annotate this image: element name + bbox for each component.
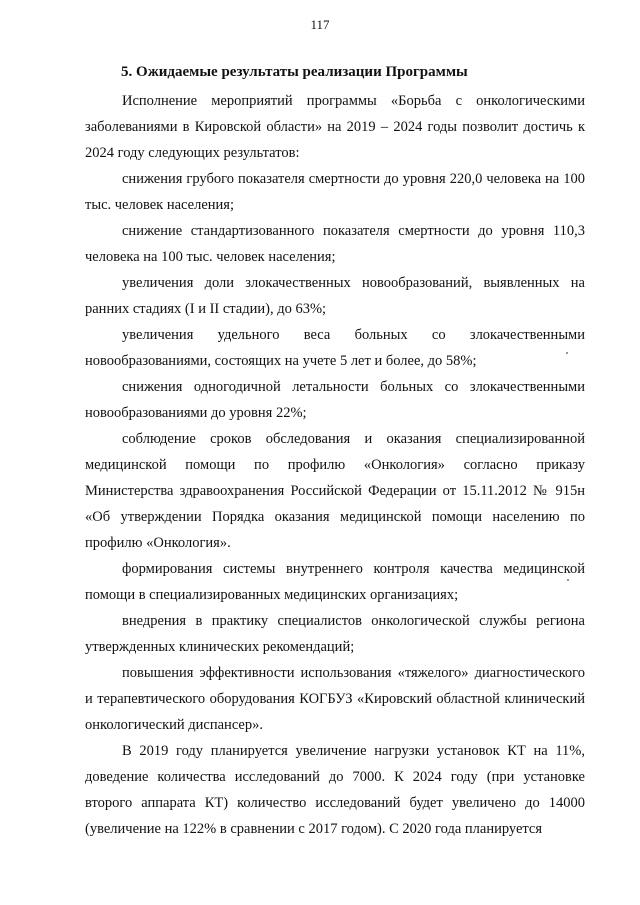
paragraph-result-2: снижение стандартизованного показателя смертности до уровня 110,3 человека на 100 тыс. человек населения; — [85, 223, 585, 265]
scan-speck — [567, 579, 569, 581]
paragraph-result-7: формирования системы внутреннего контроля качества медицинской помощи в специализированных медицинских организациях; — [85, 561, 585, 603]
paragraph-result-6: соблюдение сроков обследования и оказания специализированной медицинской помощи по профилю «Онкология» согласно приказу Министерства здравоохранения Российской Федерации от 15.11.2012 № 915н «Об утверждении Порядка оказания медицинской помощи населению по профилю «Онкология». — [85, 431, 585, 551]
page-number: 117 — [310, 17, 330, 32]
paragraph-result-9: повышения эффективности использования «тяжелого» диагностического и терапевтического оборудования КОГБУЗ «Кировский областной клинический онкологический диспансер». — [85, 665, 585, 733]
scan-speck — [566, 352, 568, 354]
section-heading: 5. Ожидаемые результаты реализации Программы — [121, 64, 468, 80]
paragraph-result-8: внедрения в практику специалистов онкологической службы региона утвержденных клинических рекомендаций; — [85, 613, 585, 655]
paragraph-result-4: увеличения удельного веса больных со злокачественными новообразованиями, состоящих на учете 5 лет и более, до 58%; — [85, 327, 585, 369]
paragraph-result-5: снижения одногодичной летальности больных со злокачественными новообразованиями до уровня 22%; — [85, 379, 585, 421]
paragraph-result-1: снижения грубого показателя смертности до уровня 220,0 человека на 100 тыс. человек населения; — [85, 171, 585, 213]
paragraph-result-3: увеличения доли злокачественных новообразований, выявленных на ранних стадиях (I и II стадии), до 63%; — [85, 275, 585, 317]
paragraph-ct-plan: В 2019 году планируется увеличение нагрузки установок КТ на 11%, доведение количества исследований до 7000. К 2024 году (при установке второго аппарата КТ) количество исследований будет увеличено до 14000 (увеличение на 122% в сравнении с 2017 годом). С 2020 года планируется — [85, 743, 585, 837]
paragraph-intro: Исполнение мероприятий программы «Борьба с онкологическими заболеваниями в Кировской области» на 2019 – 2024 годы позволит достичь к 2024 году следующих результатов: — [85, 93, 585, 161]
